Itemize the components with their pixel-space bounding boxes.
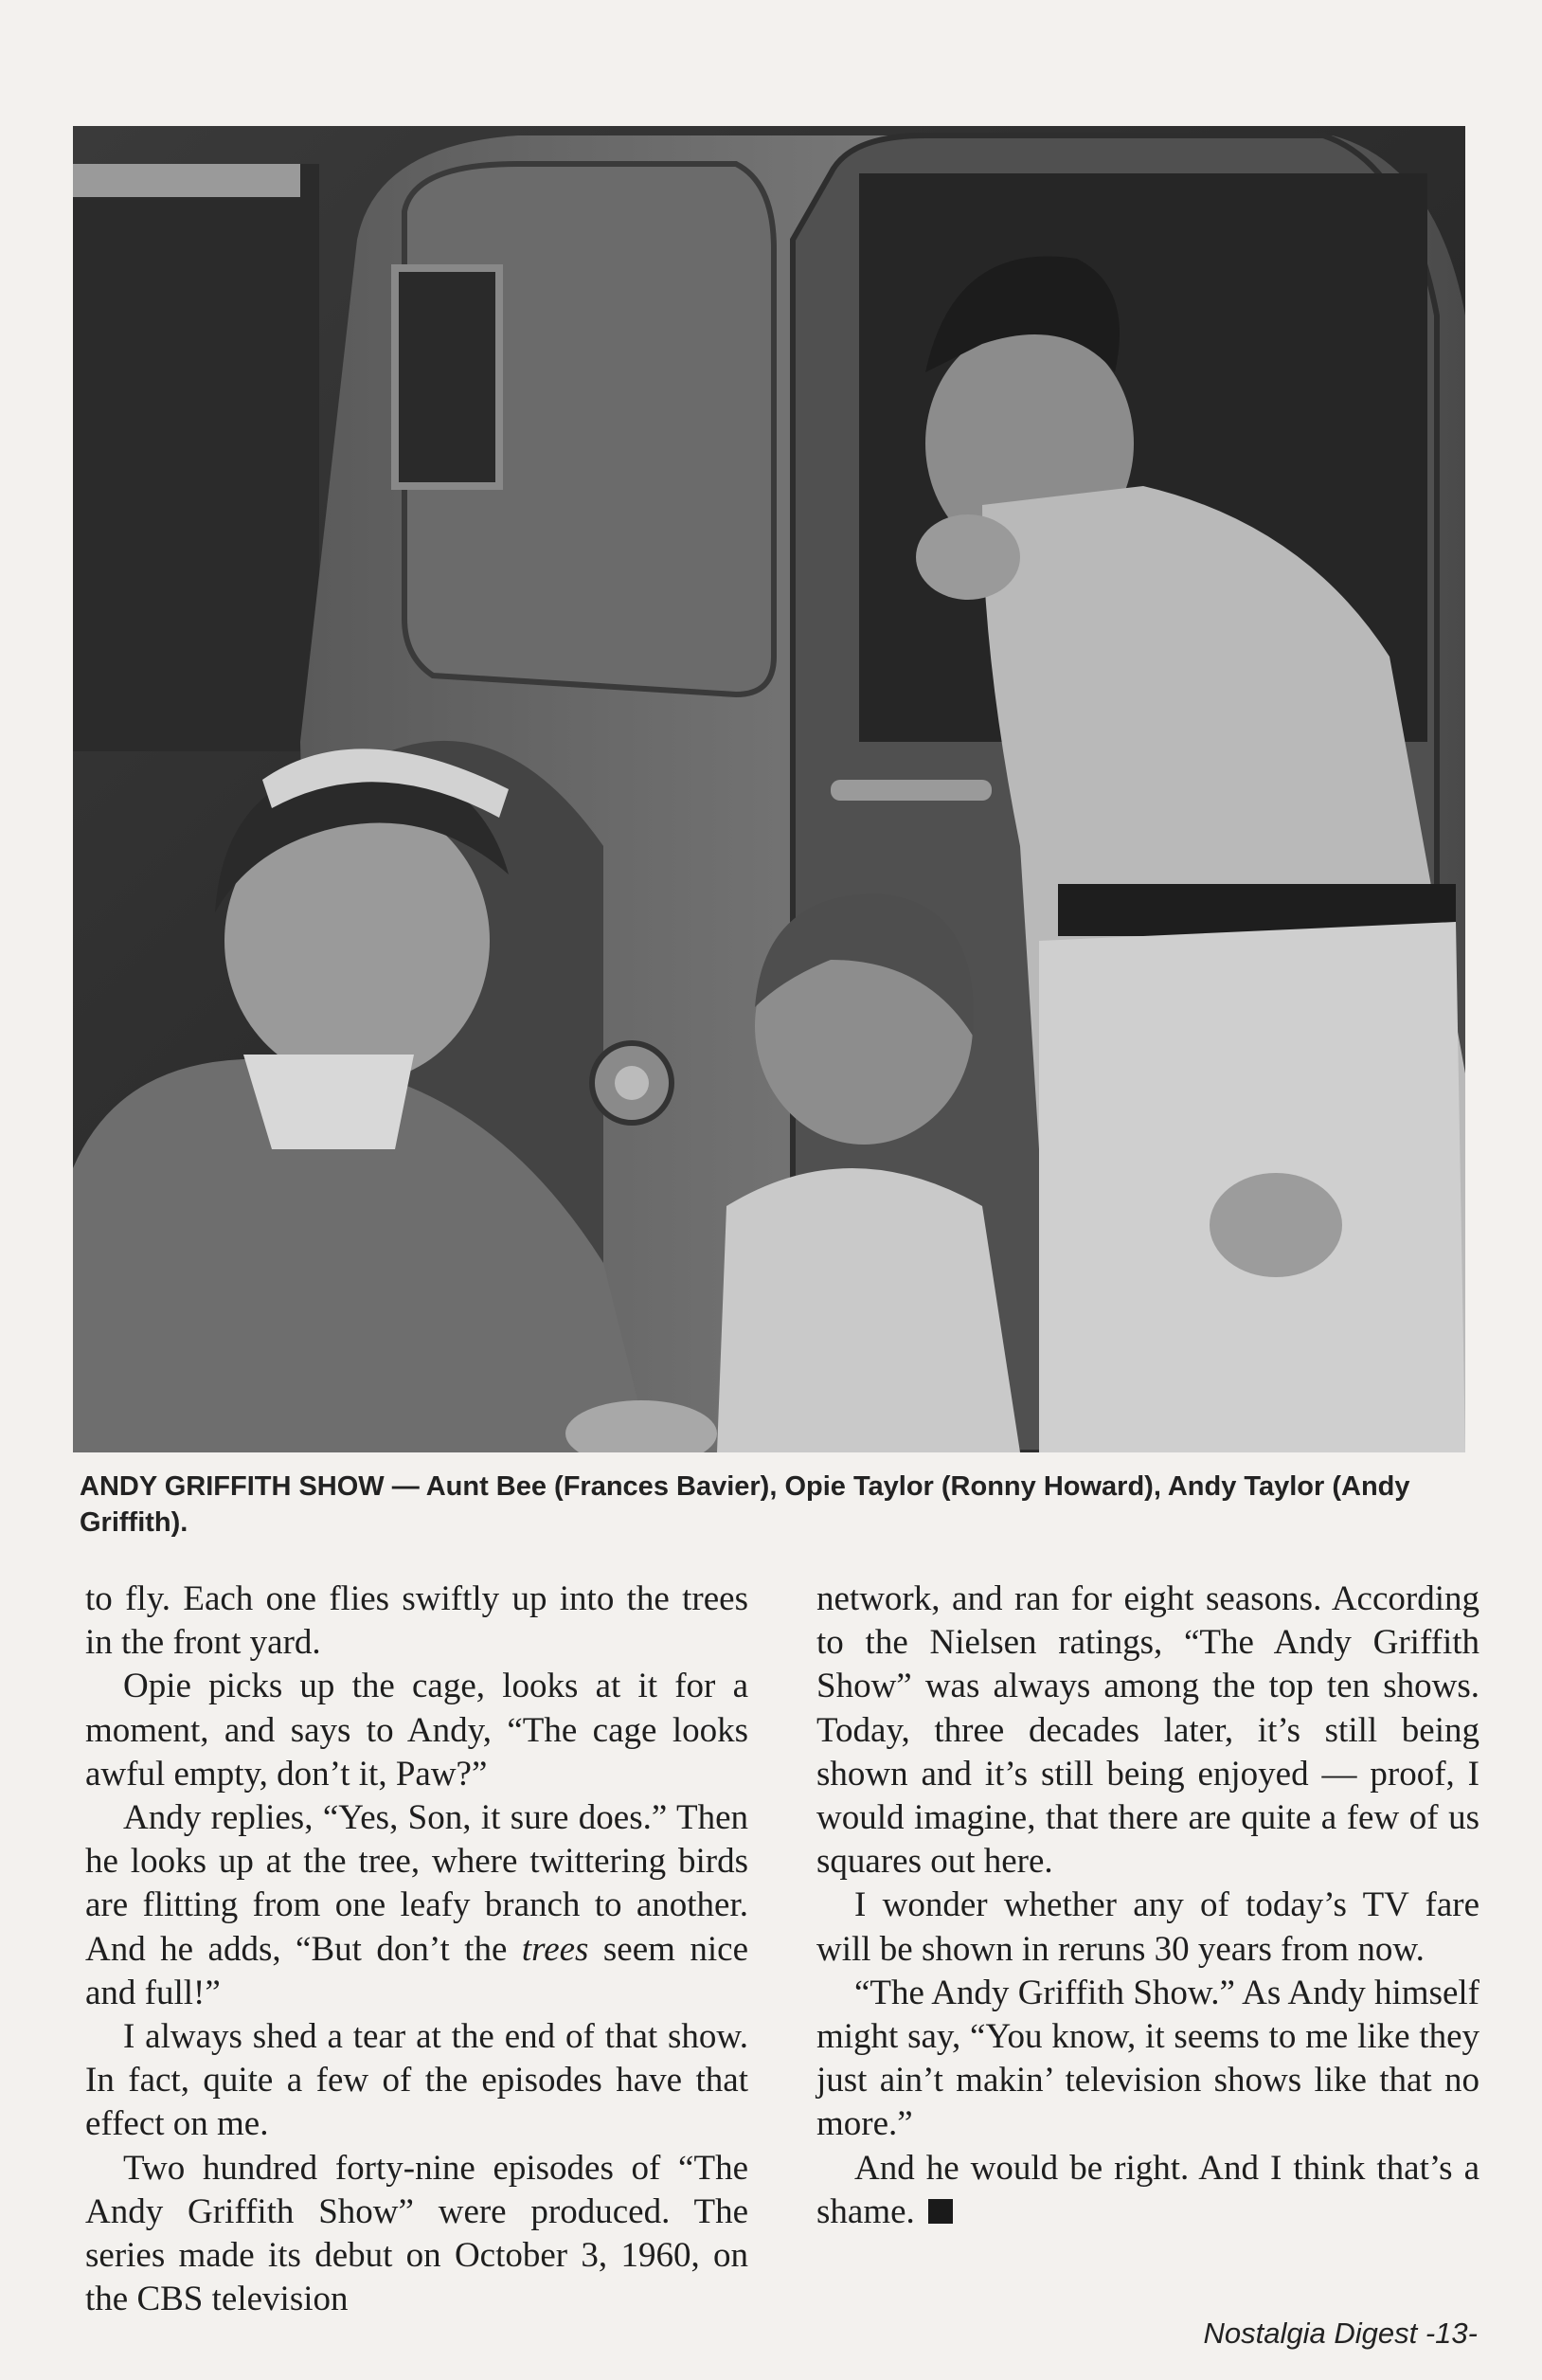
paragraph <box>85 1796 748 2015</box>
paragraph: Two hundred forty-nine episodes of “The Andy Griffith Show” were produced. The series made its debut on October 3, 1960, on the CBS television <box>85 2148 748 2319</box>
paragraph: I wonder whether any of today’s TV fare will be shown in reruns 30 years from now. <box>816 1885 1479 1969</box>
article-column-left <box>85 1578 748 2321</box>
paragraph: to fly. Each one flies swiftly up into the trees in the front yard. <box>85 1579 748 1663</box>
paragraph-text: And he would be right. And I think that’s a shame. <box>816 2148 1479 2231</box>
photo-caption: ANDY GRIFFITH SHOW — Aunt Bee (Frances Bavier), Opie Taylor (Ronny Howard), Andy Taylor (Andy Griffith). <box>80 1471 1410 1538</box>
paragraph: I always shed a tear at the end of that show. In fact, quite a few of the episodes have that effect on me. <box>85 2017 748 2144</box>
paragraph: Opie picks up the cage, looks at it for a moment, and says to Andy, “The cage looks awful empty, don’t it, Paw?” <box>85 1667 748 1794</box>
paragraph-text: Andy replies, “Yes, Son, it sure does.” Then he looks up at the tree, where twittering birds are flitting from one leafy branch to another. And he adds, “But don’t the <box>85 1798 748 1969</box>
article-column-right <box>816 1578 1479 2234</box>
photo <box>73 126 1465 1452</box>
photo-illustration <box>73 126 1465 1452</box>
paragraph: “The Andy Griffith Show.” As Andy himself might say, “You know, it seems to me like they just ain’t makin’ television shows like that no more.” <box>816 1973 1479 2144</box>
end-mark-icon <box>928 2199 953 2224</box>
paragraph-text: seem nice and full!” <box>85 1929 748 2012</box>
paragraph: network, and ran for eight seasons. According to the Nielsen ratings, “The Andy Griffith Show” was always among the top ten shows. Today, three decades later, it’s still being shown and it’s still being enjoyed — proof, I would imagine, that there are quite a few of us squares out here. <box>816 1579 1479 1882</box>
paragraph <box>816 2147 1479 2234</box>
page-folio: Nostalgia Digest -13- <box>1203 2317 1478 2350</box>
emphasis-text: trees <box>521 1929 589 1969</box>
